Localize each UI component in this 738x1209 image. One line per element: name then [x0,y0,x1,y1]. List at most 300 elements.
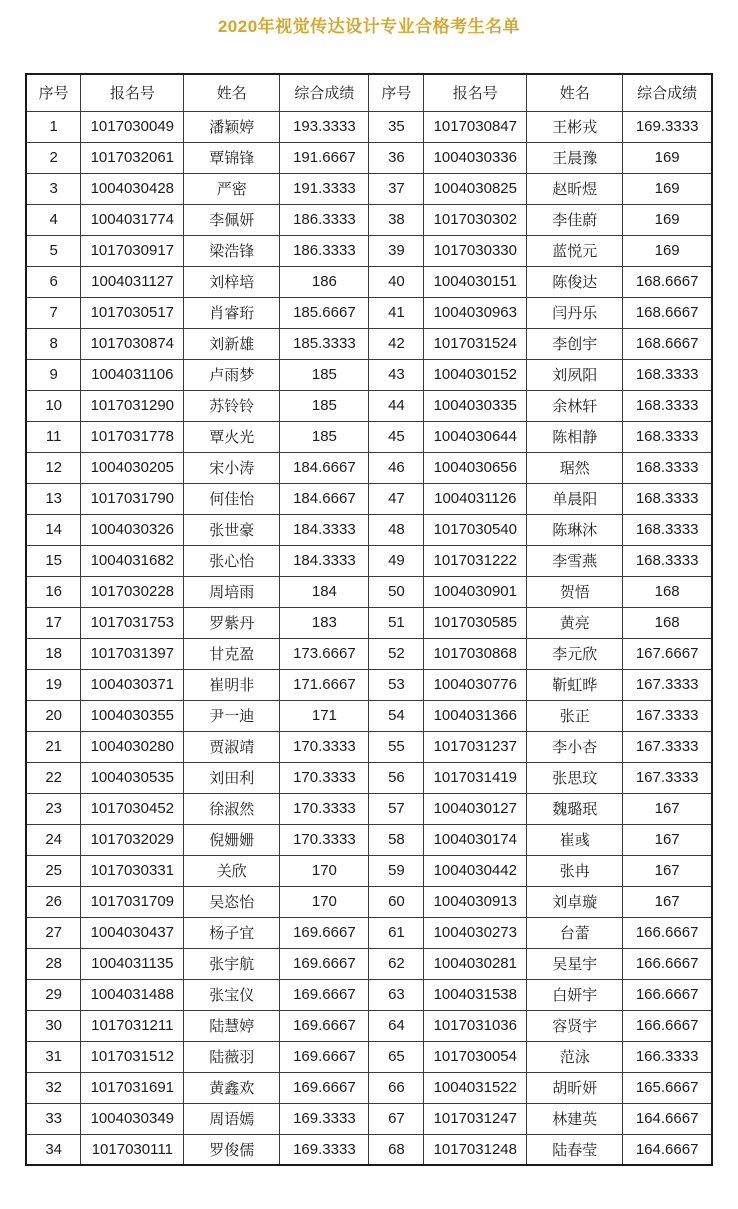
name-cell: 魏璐珉 [527,793,623,824]
regno-cell: 1004031538 [424,979,527,1010]
name-cell: 刘卓璇 [527,886,623,917]
regno-cell: 1017031290 [81,390,184,421]
table-row [26,173,712,204]
score-cell: 185.6667 [280,297,369,328]
seq-cell: 41 [369,297,424,328]
regno-cell: 1017031778 [81,421,184,452]
score-cell: 170 [280,886,369,917]
name-cell: 刘夙阳 [527,359,623,390]
seq-cell: 43 [369,359,424,390]
name-cell: 陆薇羽 [184,1041,280,1072]
regno-cell: 1004031126 [424,483,527,514]
regno-cell: 1004031135 [81,948,184,979]
seq-cell: 62 [369,948,424,979]
score-cell: 168.6667 [623,297,712,328]
header-name-left: 姓名 [184,74,280,111]
regno-cell: 1004031488 [81,979,184,1010]
score-cell: 170.3333 [280,793,369,824]
regno-cell: 1004030776 [424,669,527,700]
name-cell: 王晨豫 [527,142,623,173]
score-cell: 184.3333 [280,545,369,576]
table-row [26,576,712,607]
regno-cell: 1017030111 [81,1134,184,1165]
regno-cell: 1004030174 [424,824,527,855]
regno-cell: 1017031753 [81,607,184,638]
name-cell: 甘克盈 [184,638,280,669]
seq-cell: 59 [369,855,424,886]
table-header [26,74,712,111]
score-cell: 167.3333 [623,669,712,700]
seq-cell: 35 [369,111,424,142]
table-row [26,793,712,824]
seq-cell: 11 [26,421,81,452]
score-cell: 167.3333 [623,731,712,762]
seq-cell: 51 [369,607,424,638]
score-cell: 184 [280,576,369,607]
score-cell: 184.3333 [280,514,369,545]
seq-cell: 17 [26,607,81,638]
table-row [26,700,712,731]
seq-cell: 24 [26,824,81,855]
name-cell: 陆慧婷 [184,1010,280,1041]
regno-cell: 1004030205 [81,452,184,483]
score-cell: 169 [623,204,712,235]
seq-cell: 15 [26,545,81,576]
seq-cell: 5 [26,235,81,266]
name-cell: 罗俊儒 [184,1134,280,1165]
name-cell: 宋小涛 [184,452,280,483]
seq-cell: 25 [26,855,81,886]
name-cell: 张世豪 [184,514,280,545]
seq-cell: 14 [26,514,81,545]
table-row [26,1072,712,1103]
seq-cell: 22 [26,762,81,793]
regno-cell: 1004030281 [424,948,527,979]
regno-cell: 1017031709 [81,886,184,917]
regno-cell: 1017031248 [424,1134,527,1165]
table-row [26,762,712,793]
table-row [26,1041,712,1072]
name-cell: 李佩妍 [184,204,280,235]
name-cell: 黄亮 [527,607,623,638]
score-cell: 168 [623,576,712,607]
seq-cell: 13 [26,483,81,514]
name-cell: 肖睿珩 [184,297,280,328]
score-cell: 168.3333 [623,359,712,390]
header-score-left: 综合成绩 [280,74,369,111]
seq-cell: 61 [369,917,424,948]
name-cell: 闫丹乐 [527,297,623,328]
seq-cell: 29 [26,979,81,1010]
regno-cell: 1017032061 [81,142,184,173]
seq-cell: 2 [26,142,81,173]
table-row [26,483,712,514]
regno-cell: 1004031774 [81,204,184,235]
seq-cell: 18 [26,638,81,669]
seq-cell: 32 [26,1072,81,1103]
regno-cell: 1017030874 [81,328,184,359]
regno-cell: 1004030825 [424,173,527,204]
name-cell: 李佳蔚 [527,204,623,235]
header-seq-left: 序号 [26,74,81,111]
score-cell: 169 [623,173,712,204]
name-cell: 吴星宇 [527,948,623,979]
seq-cell: 50 [369,576,424,607]
name-cell: 刘新雄 [184,328,280,359]
score-cell: 169.3333 [280,1134,369,1165]
seq-cell: 3 [26,173,81,204]
seq-cell: 49 [369,545,424,576]
table-row [26,886,712,917]
table-row [26,452,712,483]
seq-cell: 9 [26,359,81,390]
name-cell: 林建英 [527,1103,623,1134]
regno-cell: 1004031106 [81,359,184,390]
regno-cell: 1004030127 [424,793,527,824]
score-cell: 186.3333 [280,235,369,266]
regno-cell: 1004030428 [81,173,184,204]
name-cell: 蓝悦元 [527,235,623,266]
candidates-table [25,73,713,1166]
regno-cell: 1017030847 [424,111,527,142]
seq-cell: 42 [369,328,424,359]
regno-cell: 1017031512 [81,1041,184,1072]
table-row [26,266,712,297]
name-cell: 陈俊达 [527,266,623,297]
seq-cell: 55 [369,731,424,762]
seq-cell: 45 [369,421,424,452]
regno-cell: 1004030644 [424,421,527,452]
regno-cell: 1004030355 [81,700,184,731]
table-row [26,824,712,855]
name-cell: 严密 [184,173,280,204]
name-cell: 赵昕煜 [527,173,623,204]
seq-cell: 57 [369,793,424,824]
score-cell: 170.3333 [280,731,369,762]
score-cell: 173.6667 [280,638,369,669]
score-cell: 169.6667 [280,1010,369,1041]
name-cell: 靳虹晔 [527,669,623,700]
name-cell: 覃火光 [184,421,280,452]
name-cell: 张宇航 [184,948,280,979]
seq-cell: 21 [26,731,81,762]
seq-cell: 36 [369,142,424,173]
score-cell: 193.3333 [280,111,369,142]
name-cell: 张思玟 [527,762,623,793]
name-cell: 张心怡 [184,545,280,576]
seq-cell: 10 [26,390,81,421]
name-cell: 李元欣 [527,638,623,669]
score-cell: 168.3333 [623,514,712,545]
regno-cell: 1004030349 [81,1103,184,1134]
name-cell: 李小杏 [527,731,623,762]
name-cell: 琚然 [527,452,623,483]
seq-cell: 67 [369,1103,424,1134]
seq-cell: 7 [26,297,81,328]
regno-cell: 1004030152 [424,359,527,390]
seq-cell: 63 [369,979,424,1010]
regno-cell: 1017030585 [424,607,527,638]
score-cell: 166.6667 [623,948,712,979]
regno-cell: 1004030901 [424,576,527,607]
name-cell: 关欣 [184,855,280,886]
header-score-right: 综合成绩 [623,74,712,111]
regno-cell: 1004030656 [424,452,527,483]
seq-cell: 44 [369,390,424,421]
score-cell: 169.6667 [280,979,369,1010]
score-cell: 168.3333 [623,390,712,421]
seq-cell: 60 [369,886,424,917]
regno-cell: 1004030437 [81,917,184,948]
score-cell: 169.6667 [280,948,369,979]
score-cell: 166.6667 [623,1010,712,1041]
seq-cell: 68 [369,1134,424,1165]
seq-cell: 46 [369,452,424,483]
name-cell: 单晨阳 [527,483,623,514]
score-cell: 184.6667 [280,452,369,483]
score-cell: 167.3333 [623,700,712,731]
table-row [26,1103,712,1134]
seq-cell: 39 [369,235,424,266]
regno-cell: 1004031127 [81,266,184,297]
table-row [26,855,712,886]
name-cell: 余林轩 [527,390,623,421]
score-cell: 191.3333 [280,173,369,204]
seq-cell: 40 [369,266,424,297]
table-row [26,297,712,328]
name-cell: 卢雨梦 [184,359,280,390]
table-row [26,731,712,762]
name-cell: 倪姗姗 [184,824,280,855]
seq-cell: 52 [369,638,424,669]
regno-cell: 1017031397 [81,638,184,669]
seq-cell: 6 [26,266,81,297]
score-cell: 167 [623,824,712,855]
name-cell: 王彬戎 [527,111,623,142]
name-cell: 张正 [527,700,623,731]
score-cell: 168.3333 [623,545,712,576]
regno-cell: 1017031790 [81,483,184,514]
regno-cell: 1017030049 [81,111,184,142]
seq-cell: 20 [26,700,81,731]
score-cell: 167 [623,793,712,824]
table-row [26,390,712,421]
name-cell: 吴恣怡 [184,886,280,917]
seq-cell: 16 [26,576,81,607]
name-cell: 杨子宜 [184,917,280,948]
regno-cell: 1017030517 [81,297,184,328]
regno-cell: 1004030335 [424,390,527,421]
regno-cell: 1017031036 [424,1010,527,1041]
score-cell: 168.3333 [623,421,712,452]
table-row [26,204,712,235]
regno-cell: 1017030917 [81,235,184,266]
score-cell: 169.3333 [623,111,712,142]
seq-cell: 4 [26,204,81,235]
regno-cell: 1004030371 [81,669,184,700]
name-cell: 李创宇 [527,328,623,359]
score-cell: 169 [623,142,712,173]
score-cell: 168.3333 [623,452,712,483]
seq-cell: 54 [369,700,424,731]
score-cell: 168.6667 [623,266,712,297]
regno-cell: 1017031691 [81,1072,184,1103]
table-row [26,948,712,979]
seq-cell: 12 [26,452,81,483]
score-cell: 170 [280,855,369,886]
table-row [26,545,712,576]
header-row [26,74,712,111]
table-row [26,1010,712,1041]
score-cell: 183 [280,607,369,638]
name-cell: 张冉 [527,855,623,886]
name-cell: 崔彧 [527,824,623,855]
regno-cell: 1004030280 [81,731,184,762]
name-cell: 李雪燕 [527,545,623,576]
score-cell: 165.6667 [623,1072,712,1103]
results-table-body [26,111,712,1165]
seq-cell: 65 [369,1041,424,1072]
score-cell: 164.6667 [623,1103,712,1134]
name-cell: 周培雨 [184,576,280,607]
score-cell: 184.6667 [280,483,369,514]
score-cell: 169.6667 [280,917,369,948]
name-cell: 周语嫣 [184,1103,280,1134]
name-cell: 潘颖婷 [184,111,280,142]
regno-cell: 1017030452 [81,793,184,824]
name-cell: 覃锦锋 [184,142,280,173]
name-cell: 张宝仪 [184,979,280,1010]
seq-cell: 58 [369,824,424,855]
score-cell: 164.6667 [623,1134,712,1165]
table-row [26,638,712,669]
seq-cell: 19 [26,669,81,700]
score-cell: 168.3333 [623,483,712,514]
score-cell: 169.6667 [280,1041,369,1072]
name-cell: 贺悟 [527,576,623,607]
table-row [26,235,712,266]
name-cell: 黄鑫欢 [184,1072,280,1103]
page-title: 2020年视觉传达设计专业合格考生名单 [217,17,521,36]
seq-cell: 48 [369,514,424,545]
name-cell: 刘梓培 [184,266,280,297]
score-cell: 185 [280,359,369,390]
score-cell: 166.6667 [623,979,712,1010]
name-cell: 范泳 [527,1041,623,1072]
name-cell: 罗紫丹 [184,607,280,638]
name-cell: 尹一迪 [184,700,280,731]
table-row [26,1134,712,1165]
score-cell: 186 [280,266,369,297]
seq-cell: 38 [369,204,424,235]
name-cell: 白妍宇 [527,979,623,1010]
regno-cell: 1004031366 [424,700,527,731]
score-cell: 167.3333 [623,762,712,793]
regno-cell: 1004031682 [81,545,184,576]
table-row [26,669,712,700]
seq-cell: 30 [26,1010,81,1041]
table-row [26,142,712,173]
score-cell: 170.3333 [280,824,369,855]
name-cell: 梁浩锋 [184,235,280,266]
score-cell: 169 [623,235,712,266]
regno-cell: 1017031419 [424,762,527,793]
score-cell: 191.6667 [280,142,369,173]
score-cell: 186.3333 [280,204,369,235]
name-cell: 陈琳沐 [527,514,623,545]
header-regno-right: 报名号 [424,74,527,111]
seq-cell: 1 [26,111,81,142]
name-cell: 何佳怡 [184,483,280,514]
header-regno-left: 报名号 [81,74,184,111]
table-row [26,328,712,359]
score-cell: 167 [623,855,712,886]
score-cell: 185 [280,390,369,421]
seq-cell: 26 [26,886,81,917]
score-cell: 170.3333 [280,762,369,793]
seq-cell: 28 [26,948,81,979]
regno-cell: 1017030330 [424,235,527,266]
regno-cell: 1017031524 [424,328,527,359]
table-row [26,607,712,638]
name-cell: 陆春莹 [527,1134,623,1165]
name-cell: 胡昕妍 [527,1072,623,1103]
regno-cell: 1004030913 [424,886,527,917]
regno-cell: 1017030540 [424,514,527,545]
score-cell: 168 [623,607,712,638]
regno-cell: 1004030273 [424,917,527,948]
score-cell: 169.6667 [280,1072,369,1103]
seq-cell: 23 [26,793,81,824]
name-cell: 崔明非 [184,669,280,700]
score-cell: 166.3333 [623,1041,712,1072]
regno-cell: 1004030442 [424,855,527,886]
table-row [26,514,712,545]
table-row [26,421,712,452]
score-cell: 171.6667 [280,669,369,700]
regno-cell: 1017030302 [424,204,527,235]
score-cell: 166.6667 [623,917,712,948]
name-cell: 刘田利 [184,762,280,793]
header-name-right: 姓名 [527,74,623,111]
regno-cell: 1004030535 [81,762,184,793]
name-cell: 容贤宇 [527,1010,623,1041]
regno-cell: 1004030151 [424,266,527,297]
regno-cell: 1017031237 [424,731,527,762]
regno-cell: 1017030228 [81,576,184,607]
regno-cell: 1017031247 [424,1103,527,1134]
name-cell: 陈相静 [527,421,623,452]
regno-cell: 1004030963 [424,297,527,328]
score-cell: 167.6667 [623,638,712,669]
regno-cell: 1004031522 [424,1072,527,1103]
score-cell: 169.3333 [280,1103,369,1134]
seq-cell: 34 [26,1134,81,1165]
regno-cell: 1017030054 [424,1041,527,1072]
seq-cell: 31 [26,1041,81,1072]
score-cell: 185.3333 [280,328,369,359]
seq-cell: 8 [26,328,81,359]
seq-cell: 56 [369,762,424,793]
regno-cell: 1017032029 [81,824,184,855]
regno-cell: 1017031222 [424,545,527,576]
regno-cell: 1017030868 [424,638,527,669]
regno-cell: 1004030336 [424,142,527,173]
name-cell: 贾淑靖 [184,731,280,762]
header-seq-right: 序号 [369,74,424,111]
score-cell: 167 [623,886,712,917]
seq-cell: 27 [26,917,81,948]
